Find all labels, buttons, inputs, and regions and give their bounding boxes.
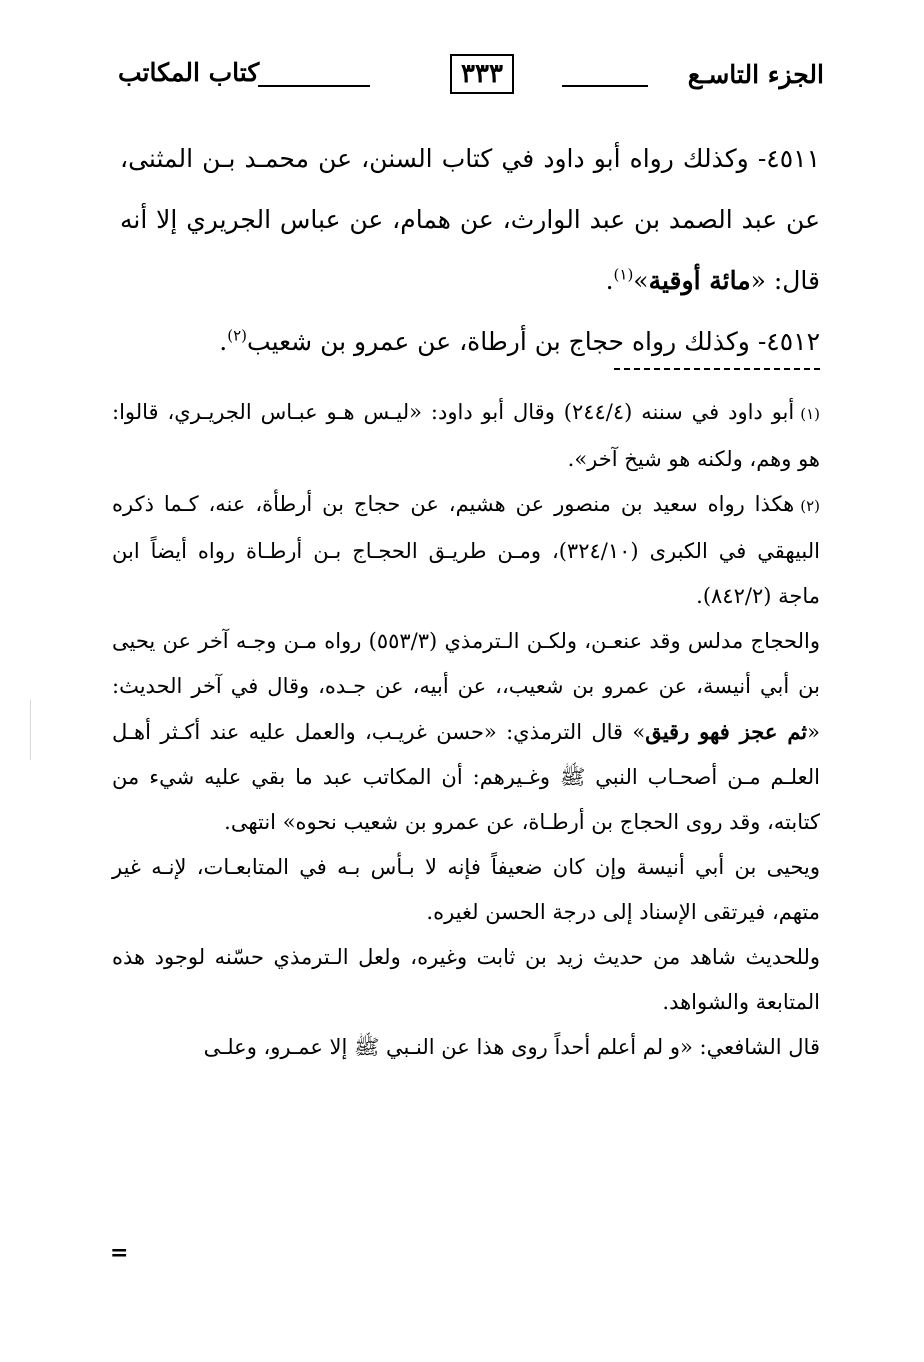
footnote-text: وللحديث شاهد من حديث زيد بن ثابت وغيره، ولعل الـترمذي حسّنه لوجود هذه المتابعة والشواهد. xyxy=(112,945,820,1014)
footnote-2 xyxy=(112,482,820,619)
volume-title: الجزء التاسـع xyxy=(687,60,824,89)
bold-phrase: مائة أوقية xyxy=(648,266,751,295)
hadith-4512 xyxy=(120,311,820,372)
footnote-paragraph xyxy=(112,1025,820,1070)
continuation-mark: = xyxy=(110,1240,129,1266)
quote-close: » xyxy=(633,266,649,295)
footnote-marker: (١) xyxy=(613,265,634,284)
hadith-4511 xyxy=(120,128,820,311)
footnote-paragraph xyxy=(112,619,820,845)
page-header xyxy=(108,52,824,106)
footnote-text: هكذا رواه سعيد بن منصور عن هشيم، عن حجاج بن أرطأة، عنه، كـما ذكره البيهقي في الكبرى (٣٢٤/١٠)، ومـن طريـق الحجـاج بـن أرطـاة رواه أيضاً ابن ماجة (٨٤٢/٢). xyxy=(112,492,820,608)
header-rule xyxy=(258,85,370,87)
footnote-text: ويحيى بن أبي أنيسة وإن كان ضعيفاً فإنه لا بـأس بـه في المتابعـات، لإنـه غير متهم، فيرتقى الإسناد إلى درجة الحسن لغيره. xyxy=(112,855,820,924)
footnote-text: والحجاج مدلس وقد عنعـن، ولكـن الـترمذي (٥٥٣/٣) رواه مـن وجـه آخر عن يحيى بن أبي أنيسة، عن عمرو بن شعيب،، عن أبيه، عن جـده، وقال في آخر الحديث: « xyxy=(112,629,820,744)
footnote-text: أبو داود في سننه (٢٤٤/٤) وقال أبو داود: «ليـس هـو عبـاس الجريـري، قالوا: هو وهم، ولكنه هو شيخ آخر». xyxy=(112,400,820,471)
paragraph-tail: . xyxy=(219,327,228,356)
paragraph-text: ٤٥١٢- وكذلك رواه حجاج بن أرطاة، عن عمرو بن شعيب xyxy=(247,327,820,356)
footnote-number: (١) xyxy=(800,405,820,423)
book-title: كتاب المكاتب xyxy=(118,58,260,87)
footnote-paragraph xyxy=(112,935,820,1025)
footnote-paragraph xyxy=(112,845,820,935)
margin-artifact xyxy=(30,700,31,760)
footnote-marker: (٢) xyxy=(227,326,248,345)
main-text xyxy=(120,128,820,372)
bold-phrase: ثم عجز فهو رقيق xyxy=(645,719,808,744)
footnotes xyxy=(112,390,820,1070)
footnote-text: قال الشافعي: «و لم أعلم أحداً روى هذا عن النـبي ﷺ إلا عمـرو، وعلـى xyxy=(203,1035,820,1059)
footnote-text: » قال الترمذي: «حسن غريـب، والعمل عليه عند أكـثر أهـل العلـم مـن أصحـاب النبي ﷺ وغـيرهم: أن المكاتب عبد ما بقي عليه شيء من كتابته، وقد روى الحجاج بن أرطـاة، عن عمرو بن شعيب نحوه» انتهى. xyxy=(112,720,820,834)
page-number: ٣٣٣ xyxy=(450,54,514,94)
header-rule xyxy=(562,85,648,87)
footnote-number: (٢) xyxy=(800,497,820,515)
paragraph-tail: . xyxy=(605,266,614,295)
footnote-separator xyxy=(614,368,820,370)
paragraph-text: ٤٥١١- وكذلك رواه أبو داود في كتاب السنن، عن محمـد بـن المثنى، عن عبد الصمد بن عبد الوارث، عن همام، عن عباس الجريري إلا أنه قال: « xyxy=(120,144,820,295)
footnote-1 xyxy=(112,390,820,482)
